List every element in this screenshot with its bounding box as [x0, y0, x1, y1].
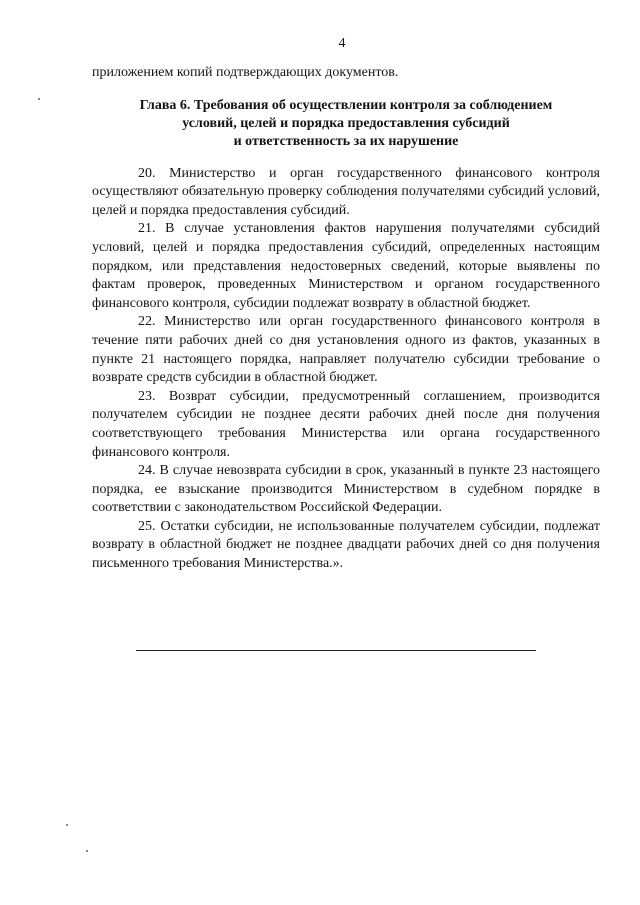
paragraph-21: 21. В случае установления фактов нарушения получателями субсидий условий, целей и порядка предоставления субсидий, определенных настоящим порядком, или представления недостоверных сведений, которые выявлены по фактам проверок, проведенных Министерством и органом государственного финансового контроля, субсидии подлежат возврату в областной бюджет. [92, 221, 600, 311]
continuation-line: приложением копий подтверждающих документов. [92, 65, 399, 80]
paragraph-20: 20. Министерство и орган государственного финансового контроля осуществляют обязательную проверку соблюдения получателями субсидий условий, целей и порядка предоставления субсидий. [92, 165, 600, 218]
paragraph-24: 24. В случае невозврата субсидии в срок, указанный в пункте 23 настоящего порядка, ее взыскание производится Министерством в судебном порядке в соответствии с законодательством Российской Федерации. [92, 463, 600, 516]
paragraph-22: 22. Министерство или орган государственного финансового контроля в течение пяти рабочих дней со дня установления одного из фактов, указанных в пункте 21 настоящего порядка, направляет получателю субсидии требование о возврате средств субсидии в областной бюджет. [92, 314, 600, 386]
page-number: 4 [338, 36, 346, 51]
document-body [92, 64, 600, 574]
scan-speck [66, 824, 68, 826]
paragraph-23: 23. Возврат субсидии, предусмотренный соглашением, производится получателем субсидии не позднее десяти рабочих дней после дня получения соответствующего требования Министерства или органа государственного финансового контроля. [92, 388, 600, 460]
chapter-heading-line-2: условий, целей и порядка предоставления субсидий [182, 115, 510, 131]
chapter-heading-line-3: и ответственность за их нарушение [233, 133, 459, 149]
paragraph-25: 25. Остатки субсидии, не использованные получателем субсидии, подлежат возврату в областной бюджет не позднее двадцати рабочих дней со дня получения письменного требования Министерства.». [92, 518, 600, 572]
scan-speck [38, 98, 40, 100]
end-divider-line [136, 650, 536, 651]
scan-speck [86, 850, 88, 852]
chapter-heading-line-1: Глава 6. Требования об осуществлении контроля за соблюдением [139, 97, 553, 113]
chapter-heading [92, 97, 600, 151]
